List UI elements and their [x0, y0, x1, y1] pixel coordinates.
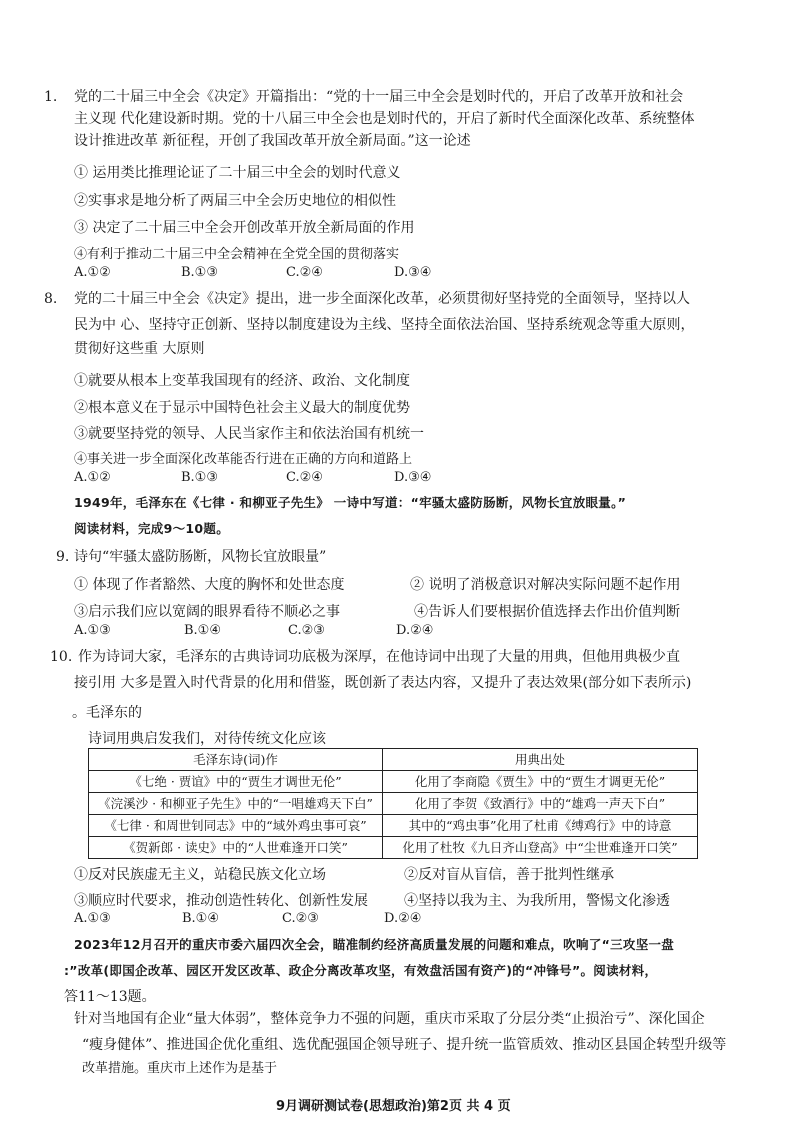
q10-stem-line: 接引用 大多是置入时代背景的化用和借鉴，既创新了表达内容，又提升了表达效果(部分如下表所示) [74, 675, 692, 691]
q10-item: ①反对民族虚无主义，站稳民族文化立场 [74, 867, 326, 883]
table-cell: 其中的“鸡虫事”化用了杜甫《缚鸡行》中的诗意 [383, 815, 698, 837]
q8-option-b: B.①③ [181, 470, 218, 485]
table-cell: 《贺新郎 · 读史》中的“人世难逢开口笑” [89, 837, 383, 859]
q1-stem-line: 党的二十届三中全会《决定》开篇指出：“党的十一届三中全会是划时代的，开启了改革开放和社会 [74, 89, 684, 105]
q11-stem-line: “瘦身健体”、推进国企优化重组、选优配强国企领导班子、提升统一监管质效、推动区县国企转型升级等 [82, 1037, 727, 1053]
q1-stem-line: 设计推进改革 新征程，开创了我国改革开放全新局面。”这一论述 [74, 133, 471, 149]
q9-item: ④告诉人们要根据价值选择去作出价值判断 [414, 604, 680, 620]
q10-option-c: C.②③ [282, 911, 319, 926]
q1-stem-line: 主义现 代化建设新时期。党的十八届三中全会也是划时代的，开启了新时代全面深化改革、系统整体 [74, 111, 695, 127]
table-row [89, 771, 698, 793]
q8-stem-line: 民为中 心、坚持守正创新、坚持以制度建设为主线、坚持全面依法治国、坚持系统观念等重大原则， [74, 317, 695, 333]
q10-option-a: A.①③ [74, 911, 111, 926]
table-cell: 《七律 · 和周世钊同志》中的“域外鸡虫事可哀” [89, 815, 383, 837]
q1-option-c: C.②④ [286, 265, 323, 280]
q8-item: ③就要坚持党的领导、人民当家作主和依法治国有机统一 [74, 426, 424, 442]
q11-stem-line: 针对当地国有企业“量大体弱”，整体竞争力不强的问题，重庆市采取了分层分类“止损治亏”、深化国企 [74, 1011, 705, 1027]
q1-item: ③ 决定了二十届三中全会开创改革开放全新局面的作用 [74, 220, 415, 236]
page-footer: 9月调研测试卷(思想政治)第2页 共 4 页 [276, 1099, 511, 1114]
table-row [89, 837, 698, 859]
q1-number: 1. [44, 89, 58, 105]
allusion-table [88, 748, 698, 859]
q1-option-b: B.①③ [181, 265, 218, 280]
table-cell: 化用了杜牧《九日齐山登高》中“尘世难逢开口笑” [383, 837, 698, 859]
q8-item: ①就要从根本上变革我国现有的经济、政治、文化制度 [74, 373, 410, 389]
table-row [89, 815, 698, 837]
q10-item: ②反对盲从盲信，善于批判性继承 [404, 867, 614, 883]
q10-stem-line: 作为诗词大家，毛泽东的古典诗词功底极为深厚，在他诗词中出现了大量的用典，但他用典极少直 [78, 649, 680, 665]
q8-option-d: D.③④ [394, 470, 432, 485]
q9-number: 9. [56, 549, 70, 565]
table-header-row [89, 749, 698, 771]
q10-option-b: B.①④ [182, 911, 219, 926]
q8-number: 8. [44, 291, 58, 307]
q9-option-d: D.②④ [396, 623, 434, 638]
q9-option-a: A.①③ [74, 623, 111, 638]
material-2-line: 2023年12月召开的重庆市委六届四次全会，瞄准制约经济高质量发展的问题和难点，吹响了“三攻坚一盘 [74, 937, 675, 952]
q8-option-a: A.①② [74, 470, 111, 485]
q1-item: ① 运用类比推理论证了二十届三中全会的划时代意义 [74, 165, 401, 181]
q9-stem: 诗句“牢骚太盛防肠断，风物长宜放眼量” [74, 549, 327, 565]
q9-option-c: C.②③ [288, 623, 325, 638]
q8-item: ④事关进一步全面深化改革能否行进在正确的方向和道路上 [74, 452, 413, 467]
q9-item: ② 说明了消极意识对解决实际问题不起作用 [410, 577, 681, 593]
q9-option-b: B.①④ [184, 623, 221, 638]
table-cell: 化用了李商隐《贾生》中的“贾生才调更无伦” [383, 771, 698, 793]
q10-number: 10. [50, 649, 73, 665]
material-2-line: :”改革(即国企改革、园区开发区改革、政企分离改革攻坚，有效盘活国有资产)的“冲锋号”。阅读材料， [64, 963, 658, 978]
table-header-cell: 毛泽东诗(词)作 [89, 749, 383, 771]
material-2-line: 答11～13题。 [64, 989, 156, 1005]
q8-stem-line: 党的二十届三中全会《决定》提出，进一步全面深化改革，必须贯彻好坚持党的全面领导，坚持以人 [74, 291, 690, 307]
q10-stem-line: 诗词用典启发我们，对待传统文化应该 [88, 731, 326, 747]
q10-item: ③顺应时代要求，推动创造性转化、创新性发展 [74, 893, 368, 909]
q8-stem-line: 贯彻好这些重 大原则 [74, 341, 205, 357]
table-header-cell: 用典出处 [383, 749, 698, 771]
table-cell: 《七绝 · 贾谊》中的“贾生才调世无伦” [89, 771, 383, 793]
q8-option-c: C.②④ [286, 470, 323, 485]
q10-stem-line: 。毛泽东的 [72, 705, 142, 721]
q9-item: ③启示我们应以宽阔的眼界看待不顺必之事 [74, 604, 340, 620]
q10-item: ④坚持以我为主、为我所用，警惕文化渗透 [404, 893, 670, 909]
q10-option-d: D.②④ [384, 911, 422, 926]
q1-option-d: D.③④ [394, 265, 432, 280]
q1-item: ②实事求是地分析了两届三中全会历史地位的相似性 [74, 193, 396, 209]
table-cell: 《浣溪沙 · 和柳亚子先生》中的“一唱雄鸡天下白” [89, 793, 383, 815]
q9-item: ① 体现了作者豁然、大度的胸怀和处世态度 [74, 577, 345, 593]
table-row [89, 793, 698, 815]
q1-option-a: A.①② [74, 265, 111, 280]
table-cell: 化用了李贺《致酒行》中的“雄鸡一声天下白” [383, 793, 698, 815]
material-1-line: 1949年，毛泽东在《七律 · 和柳亚子先生》 一诗中写道：“牢骚太盛防肠断，风物长宜放眼量。” [74, 495, 627, 510]
q1-item: ④有利于推动二十届三中全会精神在全党全国的贯彻落实 [74, 247, 400, 262]
material-1-line: 阅读材料，完成9～10题。 [74, 521, 229, 536]
q11-stem-line: 改革措施。重庆市上述作为是基于 [82, 1061, 278, 1076]
q8-item: ②根本意义在于显示中国特色社会主义最大的制度优势 [74, 400, 410, 416]
